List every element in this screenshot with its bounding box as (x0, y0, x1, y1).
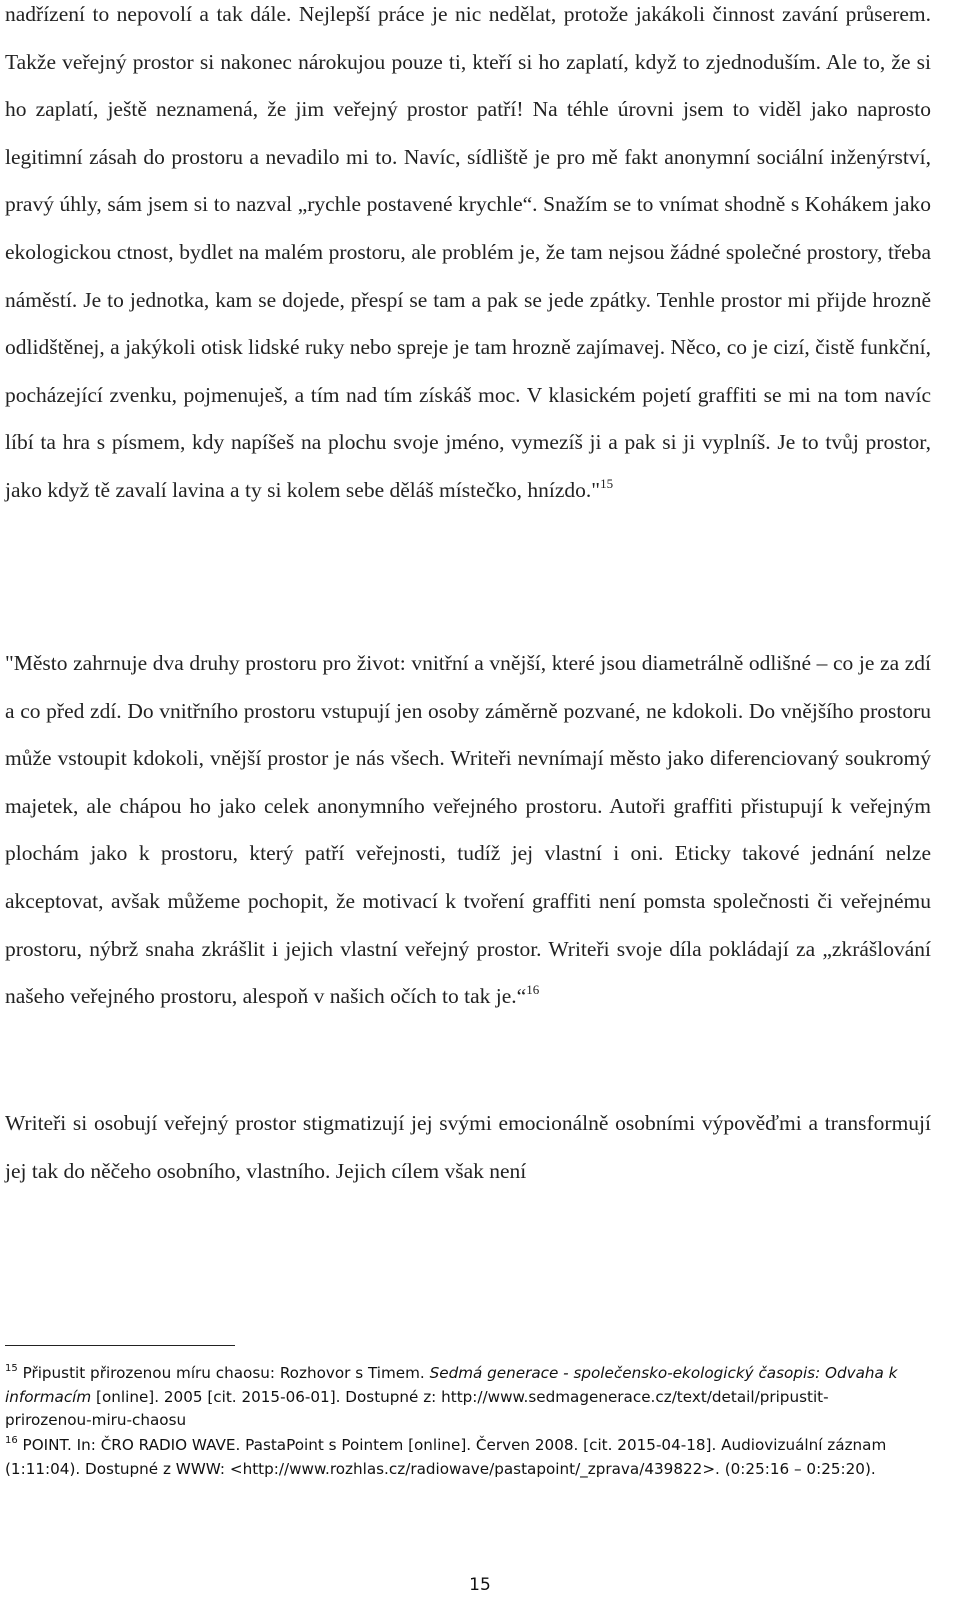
body-paragraph (5, 640, 931, 1021)
page-number: 15 (469, 1575, 491, 1595)
footnote-title: Sedmá generace - společensko-ekologický časopis: Odvaha k informacím (5, 1364, 898, 1406)
footnote-ref: 16 (526, 982, 540, 998)
footnote (5, 1434, 905, 1481)
footnote-lead: Připustit přirozenou míru chaosu: Rozhovor s Timem. (22, 1364, 430, 1382)
paragraph-text: nadřízení to nepovolí a tak dále. Nejlepší práce je nic nedělat, protože jakákoli činnost zavání průserem. Takže veřejný prostor si nakonec nárokujou pouze ti, kteří si ho zaplatí, když to zjednoduším. Ale to, že si ho zaplatí, ještě neznamená, že jim veřejný prostor patří! Na téhle úrovni jsem to viděl jako naprosto legitimní zásah do prostoru a nevadilo mi to. Navíc, sídliště je pro mě fakt anonymní sociální inženýrství, pravý úhly, sám jsem si to nazval „rychle postavené krychle“. Snažím se to vnímat shodně s Kohákem jako ekologickou ctnost, bydlet na malém prostoru, ale problém je, že tam nejsou žádné společné prostory, třeba náměstí. Je to jednotka, kam se dojede, přespí se tam a pak se jede zpátky. Tenhle prostor mi přijde hrozně odlidštěnej, a jakýkoli otisk lidské ruky nebo spreje je tam hrozně zajímavej. Něco, co je cizí, čistě funkční, pocházející zvenku, pojmenuješ, a tím nad tím získáš moc. V klasickém pojetí graffiti se mi na tom navíc líbí ta hra s písmem, kdy napíšeš na plochu svoje jméno, vymezíš ji a pak si ji vyplníš. Je to tvůj prostor, jako když tě zavalí lavina a ty si kolem sebe děláš místečko, hnízdo." (5, 2, 931, 502)
footnote-rest: [online]. 2005 [cit. 2015-06-01]. Dostupné z: http://www.sedmagenerace.cz/text/detail/pripustit-prirozenou-miru-chaosu (5, 1387, 829, 1429)
footnote (5, 1362, 905, 1433)
paragraph-text: "Město zahrnuje dva druhy prostoru pro život: vnitřní a vnější, které jsou diametrálně odlišné – co je za zdí a co před zdí. Do vnitřního prostoru vstupují jen osoby záměrně pozvané, ne kdokoli. Do vnějšího prostoru může vstoupit kdokoli, vnější prostor je nás všech. Writeři nevnímají město jako diferenciovaný soukromý majetek, ale chápou ho jako celek anonymního veřejného prostoru. Autoři graffiti přistupují k veřejným plochám jako k prostoru, který patří veřejnosti, tudíž jej vlastní i oni. Eticky takové jednání nelze akceptovat, avšak můžeme pochopit, že motivací k tvoření graffiti není pomsta společnosti či veřejnému prostoru, nýbrž snaha zkrášlit i jejich vlastní veřejný prostor. Writeři svoje díla pokládají za „zkrášlování našeho veřejného prostoru, alespoň v našich očích to tak je.“ (5, 651, 931, 1009)
body-paragraph (5, 0, 931, 515)
paragraph-text: Writeři si osobují veřejný prostor stigmatizují jej svými emocionálně osobními výpověďmi a transformují jej tak do něčeho osobního, vlastního. Jejich cílem však není (5, 1111, 931, 1183)
body-paragraph (5, 1100, 931, 1195)
footnote-separator (5, 1345, 235, 1346)
footnote-ref: 15 (600, 475, 614, 491)
footnote-lead: POINT. In: ČRO RADIO WAVE. PastaPoint s Pointem [online]. Červen 2008. [cit. 2015-04-18]. Audiovizuální záznam (1:11:04). Dostupné z WWW: <http://www.rozhlas.cz/radiowave/pastapoint/_zprava/439822>. (0:25:16 – 0:25:20). (5, 1436, 887, 1478)
footnote-number: 15 (5, 1363, 18, 1374)
footnote-number: 16 (5, 1435, 18, 1446)
